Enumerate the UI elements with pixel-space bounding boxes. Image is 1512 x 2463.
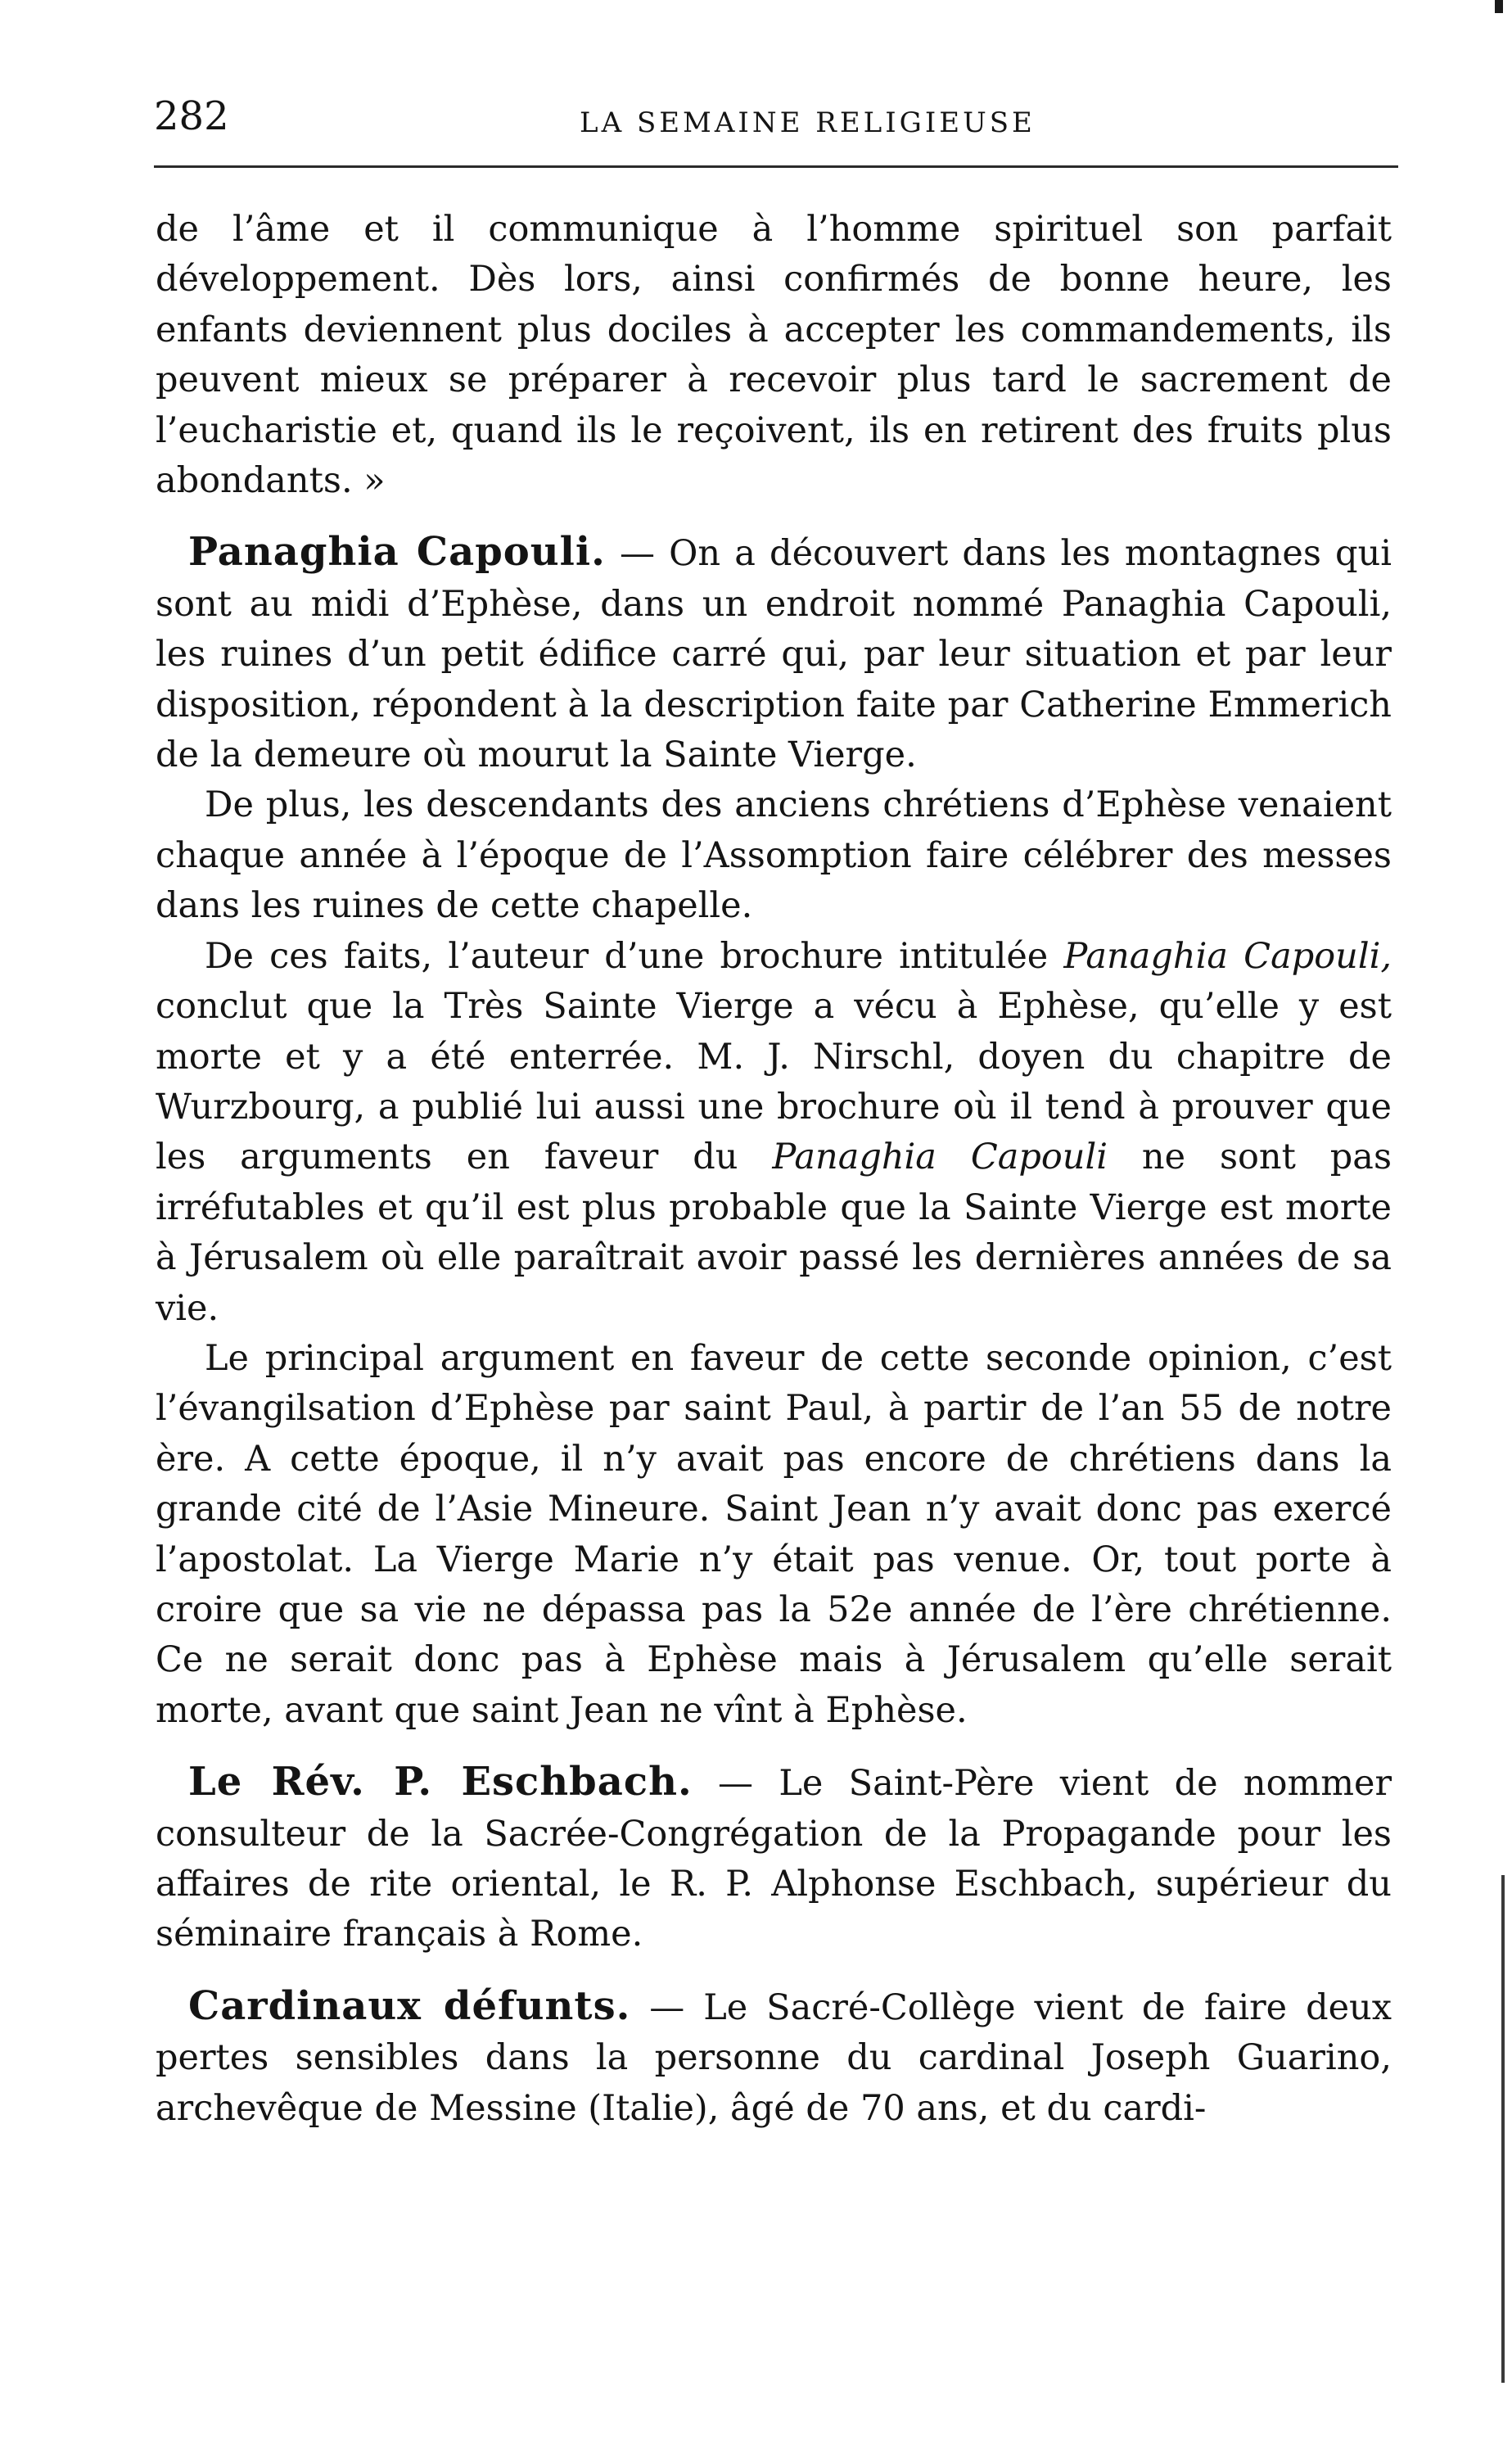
section-text: Le Sacré-Collège vient de faire deux pertes sensibles dans la personne du cardinal Joseph Guarino, archevêque de Messine (Italie), âgé de 70 ans, et du cardi- xyxy=(156,1986,1392,2129)
corner-mark xyxy=(1495,0,1503,13)
brochure-title: Panaghia Capouli xyxy=(772,1137,1108,1178)
paragraph-brochure xyxy=(156,932,1392,1334)
page-header xyxy=(154,92,1398,157)
binding-edge-line xyxy=(1501,1875,1505,2383)
section-heading: Le Rév. P. Eschbach. xyxy=(188,1759,693,1805)
paragraph-descendants: De plus, les descendants des anciens chrétiens d’Ephèse venaient chaque année à l’époque de l’Assomption faire célébrer des messes dans les ruines de cette chapelle. xyxy=(156,784,1392,927)
intro-paragraph: de l’âme et il communique à l’homme spirituel son parfait développement. Dès lors, ainsi confirmés de bonne heure, les enfants deviennent plus dociles à accepter les commandements, ils peuvent mieux se préparer à recevoir plus tard le sacrement de l’eucharistie et, quand ils le reçoivent, ils en retirent des fruits plus abondants. » xyxy=(156,209,1392,502)
section-eschbach xyxy=(156,1757,1392,1960)
section-heading: Panaghia Capouli. xyxy=(188,529,606,576)
section-cardinaux xyxy=(156,1982,1392,2134)
section-panaghia-capouli xyxy=(156,527,1392,780)
heading-dash: — xyxy=(718,1763,754,1805)
paragraph-argument: Le principal argument en faveur de cette seconde opinion, c’est l’évangilsation d’Ephèse par saint Paul, à partir de l’an 55 de notre ère. A cette époque, il n’y avait pas encore de chrétiens dans la grande cité de l’Asie Mineure. Saint Jean n’y avait donc pas exercé l’apostolat. La Vierge Marie n’y était pas venue. Or, tout porte à croire que sa vie ne dépassa pas la 52e année de l’ère chrétienne. Ce ne serait donc pas à Ephèse mais à Jérusalem qu’elle serait morte, avant que saint Jean ne vînt à Ephèse. xyxy=(156,1337,1392,1731)
section-text: On a découvert dans les montagnes qui sont au midi d’Ephèse, dans un endroit nommé Panaghia Capouli, les ruines d’un petit édifice carré qui, par leur situation et par leur disposition, répondent à la description faite par Catherine Emmerich de la demeure où mourut la Sainte Vierge. xyxy=(156,533,1392,776)
section-heading: Cardinaux défunts. xyxy=(188,1982,631,2029)
header-rule xyxy=(154,165,1398,168)
heading-dash: — xyxy=(620,533,656,575)
paragraph-text: De ces faits, l’auteur d’une brochure intitulée xyxy=(205,935,1049,977)
section-text: Le Saint-Père vient de nommer consulteur de la Sacrée-Congrégation de la Propagande pour les affaires de rite oriental, le R. P. Alphonse Eschbach, supérieur du séminaire français à Rome. xyxy=(156,1763,1392,1955)
running-title: LA SEMAINE RELIGIEUSE xyxy=(580,106,1036,139)
paragraph-text: ne sont pas irréfutables et qu’il est plus probable que la Sainte Vierge est morte à Jérusalem où elle paraîtrait avoir passé les dernières années de sa vie. xyxy=(156,1137,1392,1329)
brochure-title: Panaghia Capouli, xyxy=(1063,935,1392,977)
article-body xyxy=(156,205,1392,2134)
paragraph-text: conclut que la Très Sainte Vierge a vécu à Ephèse, qu’elle y est morte et y a été enterrée. M. J. Nirschl, doyen du chapitre de Wurzbourg, a publié lui aussi une brochure où il tend à prouver que les arguments en faveur du xyxy=(156,986,1392,1178)
heading-dash: — xyxy=(649,1986,685,2028)
page-number: 282 xyxy=(154,93,229,139)
